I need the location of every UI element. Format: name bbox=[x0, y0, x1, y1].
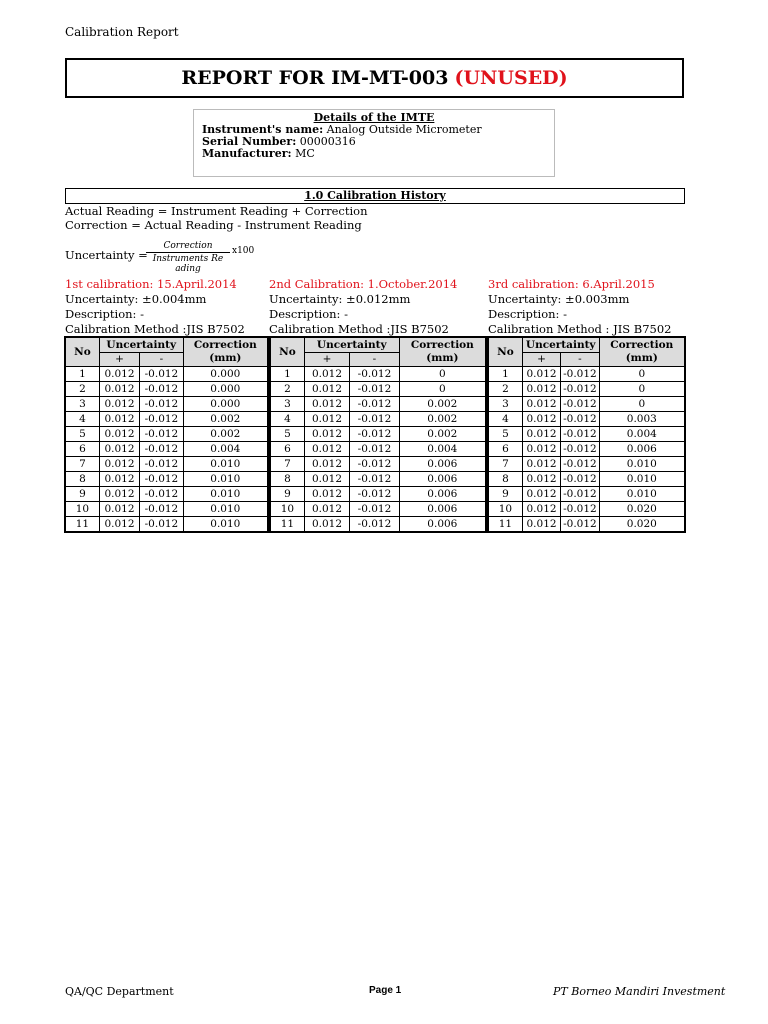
footer-page-number: Page 1 bbox=[369, 985, 402, 996]
cell-no: 10 bbox=[270, 502, 304, 517]
cell-no: 11 bbox=[488, 517, 522, 533]
cell-plus: 0.012 bbox=[99, 442, 139, 457]
cell-plus: 0.012 bbox=[304, 517, 349, 533]
table-row bbox=[65, 442, 268, 457]
cell-plus: 0.012 bbox=[522, 397, 560, 412]
cell-plus: 0.012 bbox=[99, 487, 139, 502]
header-correction bbox=[399, 337, 486, 367]
cell-minus: -0.012 bbox=[140, 412, 183, 427]
cell-minus: -0.012 bbox=[561, 457, 599, 472]
cell-minus: -0.012 bbox=[350, 442, 399, 457]
report-title-box bbox=[65, 58, 684, 98]
cell-correction: 0.010 bbox=[183, 487, 268, 502]
header-minus: - bbox=[140, 353, 183, 367]
cell-minus: -0.012 bbox=[140, 472, 183, 487]
cell-no: 2 bbox=[65, 382, 99, 397]
table-row bbox=[65, 412, 268, 427]
table-row bbox=[65, 367, 268, 382]
table-row bbox=[488, 457, 685, 472]
table-row bbox=[65, 457, 268, 472]
cell-no: 11 bbox=[270, 517, 304, 533]
report-title: REPORT FOR IM-MT-003 bbox=[181, 67, 449, 89]
cell-no: 7 bbox=[65, 457, 99, 472]
calibration-3-info bbox=[488, 277, 672, 337]
header-plus: + bbox=[304, 353, 349, 367]
cell-no: 3 bbox=[488, 397, 522, 412]
header-correction-label: Correction bbox=[193, 339, 257, 351]
cell-minus: -0.012 bbox=[140, 442, 183, 457]
cell-minus: -0.012 bbox=[140, 382, 183, 397]
cell-correction: 0.002 bbox=[399, 427, 486, 442]
header-uncertainty: Uncertainty bbox=[304, 337, 399, 353]
cell-no: 11 bbox=[65, 517, 99, 533]
cell-plus: 0.012 bbox=[522, 382, 560, 397]
table-row bbox=[270, 487, 486, 502]
cell-minus: -0.012 bbox=[140, 502, 183, 517]
cell-plus: 0.012 bbox=[304, 457, 349, 472]
cell-correction: 0 bbox=[599, 367, 685, 382]
cell-minus: -0.012 bbox=[561, 517, 599, 533]
cell-no: 8 bbox=[488, 472, 522, 487]
cell-minus: -0.012 bbox=[350, 397, 399, 412]
cell-no: 10 bbox=[488, 502, 522, 517]
cell-correction: 0.006 bbox=[399, 517, 486, 533]
cell-no: 5 bbox=[488, 427, 522, 442]
cell-plus: 0.012 bbox=[304, 487, 349, 502]
table-row bbox=[488, 367, 685, 382]
cell-correction: 0.002 bbox=[183, 412, 268, 427]
cell-minus: -0.012 bbox=[561, 397, 599, 412]
cell-plus: 0.012 bbox=[99, 472, 139, 487]
header-correction bbox=[599, 337, 685, 367]
cell-minus: -0.012 bbox=[561, 487, 599, 502]
cell-correction: 0.010 bbox=[183, 517, 268, 533]
cell-correction: 0.002 bbox=[399, 412, 486, 427]
cell-correction: 0.020 bbox=[599, 502, 685, 517]
cell-minus: -0.012 bbox=[350, 367, 399, 382]
manufacturer-label: Manufacturer: bbox=[202, 147, 292, 160]
cell-no: 3 bbox=[270, 397, 304, 412]
calibration-3-table bbox=[487, 336, 686, 533]
cell-correction: 0.004 bbox=[399, 442, 486, 457]
calibration-1-uncertainty: Uncertainty: ±0.004mm bbox=[65, 292, 207, 306]
cell-correction: 0.002 bbox=[399, 397, 486, 412]
calibration-3-uncertainty: Uncertainty: ±0.003mm bbox=[488, 292, 630, 306]
fraction-bar bbox=[146, 252, 230, 253]
cell-correction: 0 bbox=[599, 397, 685, 412]
header-minus: - bbox=[561, 353, 599, 367]
cell-no: 4 bbox=[65, 412, 99, 427]
cell-correction: 0.010 bbox=[599, 457, 685, 472]
cell-plus: 0.012 bbox=[99, 457, 139, 472]
cell-no: 5 bbox=[65, 427, 99, 442]
footer-company: PT Borneo Mandiri Investment bbox=[553, 985, 726, 998]
cell-correction: 0.006 bbox=[399, 487, 486, 502]
cell-minus: -0.012 bbox=[561, 442, 599, 457]
table-row bbox=[488, 472, 685, 487]
header-plus: + bbox=[522, 353, 560, 367]
instrument-name-label: Instrument's name: bbox=[202, 123, 324, 136]
cell-no: 7 bbox=[488, 457, 522, 472]
cell-no: 3 bbox=[65, 397, 99, 412]
header-uncertainty: Uncertainty bbox=[99, 337, 183, 353]
cell-plus: 0.012 bbox=[304, 442, 349, 457]
header-minus: - bbox=[350, 353, 399, 367]
cell-minus: -0.012 bbox=[140, 397, 183, 412]
imte-details-box bbox=[193, 109, 555, 177]
calibration-3-method: Calibration Method : JIS B7502 bbox=[488, 322, 672, 336]
cell-correction: 0.010 bbox=[599, 472, 685, 487]
cell-no: 10 bbox=[65, 502, 99, 517]
cell-no: 4 bbox=[270, 412, 304, 427]
cell-no: 9 bbox=[65, 487, 99, 502]
section-title: 1.0 Calibration History bbox=[304, 189, 446, 202]
header-no: No bbox=[65, 337, 99, 367]
cell-minus: -0.012 bbox=[561, 412, 599, 427]
cell-correction: 0 bbox=[399, 382, 486, 397]
cell-no: 1 bbox=[65, 367, 99, 382]
cell-correction: 0.000 bbox=[183, 382, 268, 397]
calibration-1-table bbox=[64, 336, 269, 533]
table-row bbox=[270, 502, 486, 517]
cell-plus: 0.012 bbox=[99, 367, 139, 382]
instrument-name-value: Analog Outside Micrometer bbox=[326, 123, 482, 136]
header-no: No bbox=[270, 337, 304, 367]
cell-correction: 0.010 bbox=[599, 487, 685, 502]
table-row bbox=[488, 487, 685, 502]
calibration-1-info bbox=[65, 277, 245, 337]
table-row bbox=[65, 472, 268, 487]
table-row bbox=[488, 517, 685, 533]
cell-minus: -0.012 bbox=[140, 487, 183, 502]
cell-plus: 0.012 bbox=[304, 397, 349, 412]
cell-minus: -0.012 bbox=[350, 517, 399, 533]
cell-minus: -0.012 bbox=[350, 412, 399, 427]
fraction-denominator: Instruments Re ading bbox=[152, 254, 224, 274]
cell-plus: 0.012 bbox=[99, 382, 139, 397]
cell-plus: 0.012 bbox=[99, 397, 139, 412]
cell-minus: -0.012 bbox=[140, 517, 183, 533]
cell-correction: 0.004 bbox=[599, 427, 685, 442]
cell-correction: 0.006 bbox=[399, 472, 486, 487]
cell-minus: -0.012 bbox=[350, 457, 399, 472]
cell-minus: -0.012 bbox=[350, 427, 399, 442]
cell-plus: 0.012 bbox=[304, 472, 349, 487]
cell-plus: 0.012 bbox=[522, 457, 560, 472]
cell-minus: -0.012 bbox=[350, 382, 399, 397]
report-status: (UNUSED) bbox=[454, 67, 568, 89]
cell-minus: -0.012 bbox=[140, 427, 183, 442]
header-plus: + bbox=[99, 353, 139, 367]
calibration-1-description: Description: - bbox=[65, 307, 144, 321]
cell-correction: 0 bbox=[399, 367, 486, 382]
cell-minus: -0.012 bbox=[140, 367, 183, 382]
header-correction-label: Correction bbox=[410, 339, 474, 351]
cell-minus: -0.012 bbox=[561, 502, 599, 517]
cell-plus: 0.012 bbox=[99, 427, 139, 442]
header-correction-unit: (mm) bbox=[426, 352, 459, 364]
header-no: No bbox=[488, 337, 522, 367]
cell-minus: -0.012 bbox=[561, 427, 599, 442]
calibration-3-description: Description: - bbox=[488, 307, 567, 321]
header-correction bbox=[183, 337, 268, 367]
table-row bbox=[270, 412, 486, 427]
manufacturer-line bbox=[202, 148, 546, 160]
cell-plus: 0.012 bbox=[304, 427, 349, 442]
cell-minus: -0.012 bbox=[561, 367, 599, 382]
cell-plus: 0.012 bbox=[522, 427, 560, 442]
cell-correction: 0.020 bbox=[599, 517, 685, 533]
cell-plus: 0.012 bbox=[522, 517, 560, 533]
uncertainty-formula-label: Uncertainty = bbox=[65, 248, 148, 262]
cell-plus: 0.012 bbox=[522, 472, 560, 487]
table-row bbox=[488, 502, 685, 517]
calibration-2-title: 2nd Calibration: 1.October.2014 bbox=[269, 277, 458, 291]
cell-no: 6 bbox=[488, 442, 522, 457]
cell-no: 1 bbox=[270, 367, 304, 382]
cell-minus: -0.012 bbox=[350, 487, 399, 502]
report-header-label: Calibration Report bbox=[65, 25, 179, 39]
cell-no: 4 bbox=[488, 412, 522, 427]
table-row bbox=[488, 382, 685, 397]
header-correction-label: Correction bbox=[610, 339, 674, 351]
cell-plus: 0.012 bbox=[522, 442, 560, 457]
cell-no: 8 bbox=[270, 472, 304, 487]
calibration-3-title: 3rd calibration: 6.April.2015 bbox=[488, 277, 655, 291]
header-correction-unit: (mm) bbox=[209, 352, 242, 364]
table-row bbox=[270, 457, 486, 472]
cell-correction: 0.010 bbox=[183, 472, 268, 487]
table-row bbox=[65, 517, 268, 533]
cell-no: 8 bbox=[65, 472, 99, 487]
cell-minus: -0.012 bbox=[140, 457, 183, 472]
footer-department: QA/QC Department bbox=[65, 985, 174, 998]
cell-no: 6 bbox=[270, 442, 304, 457]
table-row bbox=[488, 412, 685, 427]
cell-correction: 0.000 bbox=[183, 367, 268, 382]
cell-no: 7 bbox=[270, 457, 304, 472]
cell-correction: 0.010 bbox=[183, 502, 268, 517]
details-heading: Details of the IMTE bbox=[313, 111, 435, 124]
table-row bbox=[270, 427, 486, 442]
calibration-2-uncertainty: Uncertainty: ±0.012mm bbox=[269, 292, 411, 306]
cell-minus: -0.012 bbox=[561, 382, 599, 397]
cell-plus: 0.012 bbox=[99, 502, 139, 517]
header-uncertainty: Uncertainty bbox=[522, 337, 599, 353]
section-header bbox=[65, 188, 685, 204]
cell-plus: 0.012 bbox=[522, 502, 560, 517]
cell-correction: 0.010 bbox=[183, 457, 268, 472]
cell-correction: 0.003 bbox=[599, 412, 685, 427]
cell-minus: -0.012 bbox=[561, 472, 599, 487]
table-row bbox=[270, 442, 486, 457]
cell-correction: 0.000 bbox=[183, 397, 268, 412]
table-row bbox=[65, 382, 268, 397]
table-row bbox=[65, 427, 268, 442]
manufacturer-value: MC bbox=[295, 147, 315, 160]
cell-no: 2 bbox=[270, 382, 304, 397]
serial-number-label: Serial Number: bbox=[202, 135, 297, 148]
cell-correction: 0.006 bbox=[599, 442, 685, 457]
calibration-2-table bbox=[269, 336, 487, 533]
formula-correction: Correction = Actual Reading - Instrument Reading bbox=[65, 218, 362, 232]
cell-correction: 0 bbox=[599, 382, 685, 397]
serial-number-value: 00000316 bbox=[299, 135, 356, 148]
table-row bbox=[65, 397, 268, 412]
cell-no: 9 bbox=[270, 487, 304, 502]
cell-minus: -0.012 bbox=[350, 502, 399, 517]
cell-correction: 0.002 bbox=[183, 427, 268, 442]
cell-no: 5 bbox=[270, 427, 304, 442]
cell-minus: -0.012 bbox=[350, 472, 399, 487]
table-row bbox=[65, 487, 268, 502]
calibration-2-description: Description: - bbox=[269, 307, 348, 321]
cell-no: 6 bbox=[65, 442, 99, 457]
cell-no: 1 bbox=[488, 367, 522, 382]
cell-plus: 0.012 bbox=[522, 487, 560, 502]
fraction-multiplier: x100 bbox=[232, 246, 255, 256]
table-row bbox=[270, 397, 486, 412]
cell-plus: 0.012 bbox=[522, 367, 560, 382]
cell-plus: 0.012 bbox=[304, 382, 349, 397]
formula-actual-reading: Actual Reading = Instrument Reading + Correction bbox=[65, 204, 368, 218]
cell-correction: 0.006 bbox=[399, 457, 486, 472]
cell-no: 9 bbox=[488, 487, 522, 502]
cell-correction: 0.006 bbox=[399, 502, 486, 517]
table-row bbox=[270, 472, 486, 487]
table-row bbox=[488, 397, 685, 412]
cell-plus: 0.012 bbox=[304, 412, 349, 427]
table-row bbox=[270, 517, 486, 533]
calibration-1-method: Calibration Method :JIS B7502 bbox=[65, 322, 245, 336]
table-row bbox=[65, 502, 268, 517]
cell-plus: 0.012 bbox=[99, 517, 139, 533]
calibration-2-info bbox=[269, 277, 457, 337]
table-row bbox=[270, 367, 486, 382]
calibration-1-title: 1st calibration: 15.April.2014 bbox=[65, 277, 237, 291]
table-row bbox=[270, 382, 486, 397]
uncertainty-fraction bbox=[146, 241, 230, 274]
header-correction-unit: (mm) bbox=[625, 352, 658, 364]
cell-plus: 0.012 bbox=[304, 502, 349, 517]
cell-no: 2 bbox=[488, 382, 522, 397]
fraction-numerator: Correction bbox=[163, 241, 213, 251]
cell-plus: 0.012 bbox=[304, 367, 349, 382]
table-row bbox=[488, 442, 685, 457]
cell-correction: 0.004 bbox=[183, 442, 268, 457]
table-row bbox=[488, 427, 685, 442]
calibration-2-method: Calibration Method :JIS B7502 bbox=[269, 322, 449, 336]
cell-plus: 0.012 bbox=[522, 412, 560, 427]
cell-plus: 0.012 bbox=[99, 412, 139, 427]
